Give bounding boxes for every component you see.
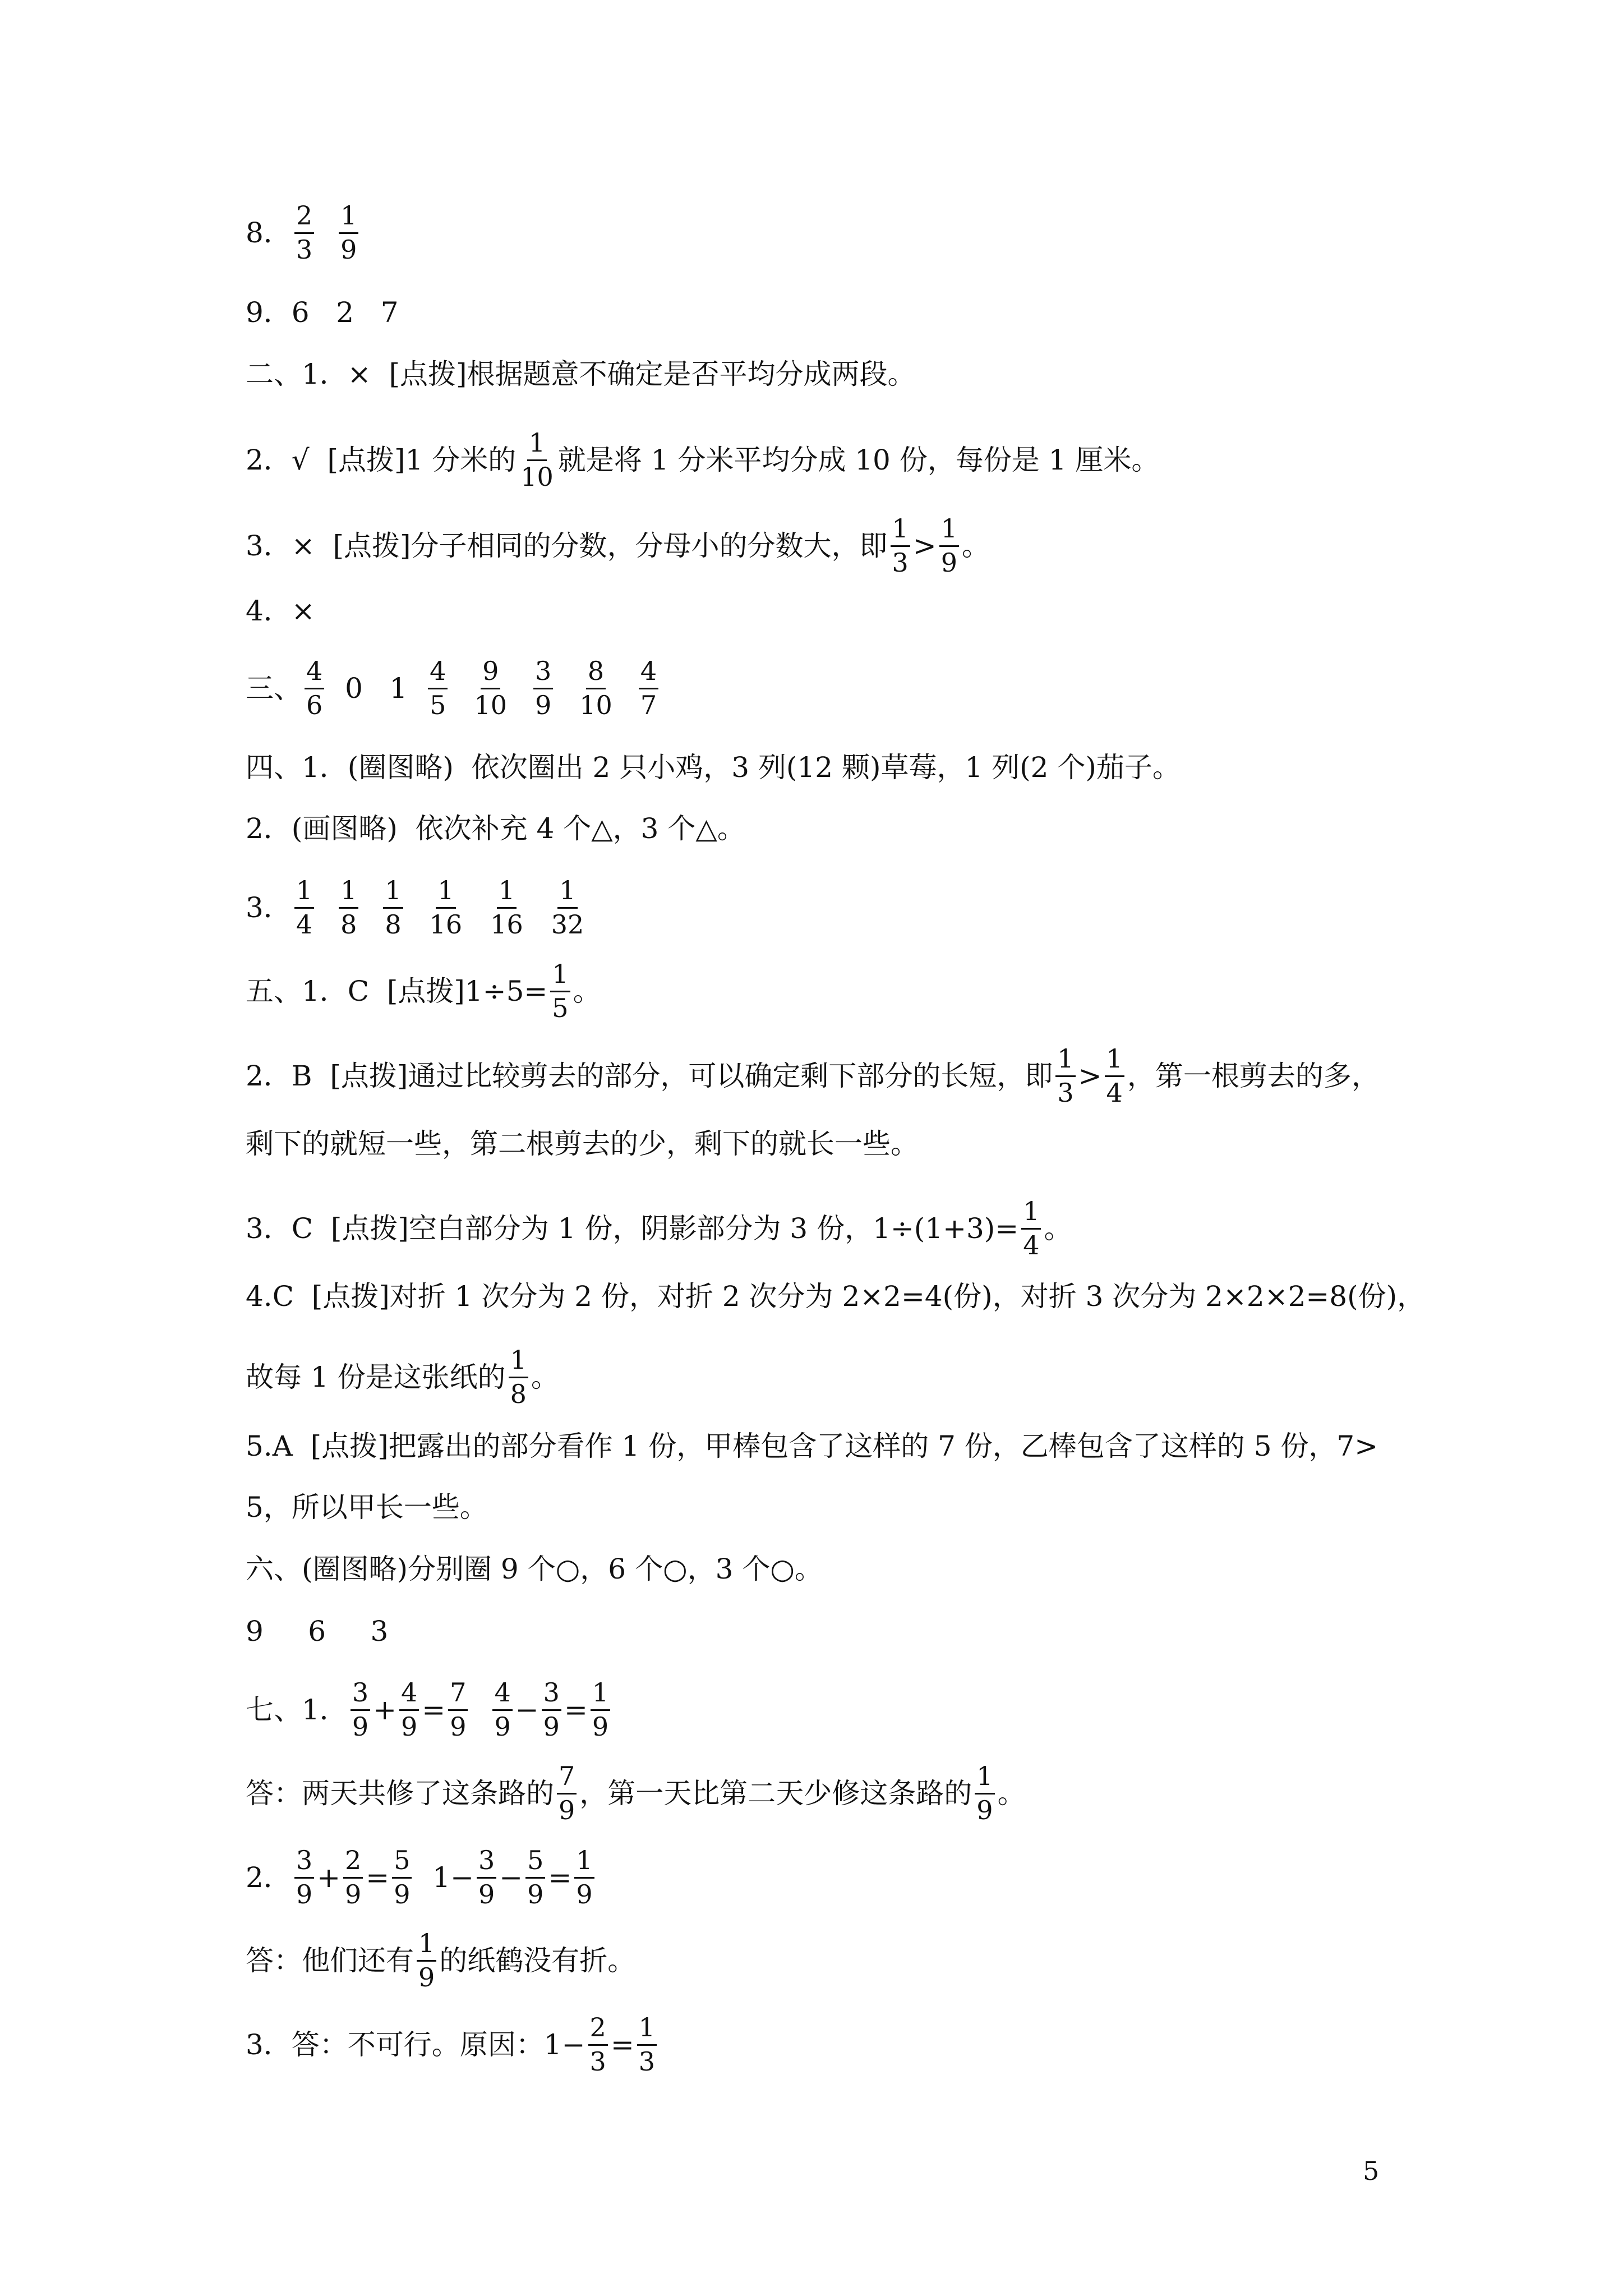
line-text: 剩下的就短一些，第二根剪去的少，剩下的就长一些。 (246, 1128, 919, 1160)
fraction (550, 960, 570, 1022)
fraction (550, 877, 586, 938)
fraction (492, 1679, 512, 1741)
fraction-denominator: 4 (1023, 1230, 1040, 1260)
fraction-numerator: 1 (637, 2014, 657, 2046)
fraction (294, 202, 314, 264)
fraction-numerator: 1 (339, 877, 358, 909)
fraction-denominator: 8 (340, 909, 357, 940)
line-text: 0 1 (327, 672, 426, 705)
fraction (939, 515, 959, 577)
fraction-numerator: 3 (477, 1847, 496, 1879)
fraction-numerator: 1 (497, 877, 517, 909)
answer-line-q6b (246, 1615, 1387, 1648)
line-text: 3． (246, 891, 292, 924)
line-text: 2．√ [点拨]1 分米的 (246, 444, 517, 477)
fraction-numerator: 1 (417, 1930, 436, 1962)
fraction-numerator: 2 (343, 1847, 363, 1879)
fraction (477, 1847, 496, 1908)
fraction (428, 657, 448, 719)
line-text: = (548, 1861, 572, 1894)
answer-line-q4-3 (246, 877, 1387, 938)
fraction-numerator: 1 (939, 515, 959, 547)
fraction (305, 657, 324, 719)
answer-line-q5-3 (246, 1198, 1387, 1259)
page-number: 5 (1363, 2156, 1380, 2186)
fraction (574, 1847, 594, 1908)
line-text: 4．× (246, 595, 315, 627)
line-text: 三、 (246, 672, 302, 705)
fraction-denominator: 9 (543, 1711, 560, 1742)
line-text: ，第一天比第二天少修这条路的 (579, 1777, 972, 1810)
answer-line-q3 (246, 657, 1387, 719)
fraction (588, 2014, 608, 2076)
fraction-denominator: 9 (559, 1795, 575, 1825)
line-text: 5，所以甲长一些。 (246, 1491, 488, 1524)
fraction-numerator: 8 (586, 657, 606, 689)
fraction-denominator: 9 (576, 1879, 593, 1910)
fraction-numerator: 1 (383, 877, 403, 909)
fraction-denominator: 10 (474, 689, 507, 720)
fraction-numerator: 1 (1021, 1198, 1041, 1230)
line-text: 。 (573, 975, 601, 1008)
fraction-denominator: 3 (1057, 1077, 1074, 1108)
fraction-denominator: 16 (429, 909, 463, 940)
fraction-numerator: 1 (1055, 1045, 1075, 1077)
fraction (339, 202, 358, 264)
fraction-denominator: 32 (551, 909, 584, 940)
fraction-numerator: 3 (294, 1847, 314, 1879)
line-text: 1− (414, 1861, 474, 1894)
fraction-numerator: 1 (550, 960, 570, 992)
fraction (542, 1679, 561, 1741)
fraction (472, 657, 509, 719)
fraction-denominator: 9 (527, 1879, 544, 1910)
fraction (343, 1847, 363, 1908)
fraction (294, 1847, 314, 1908)
fraction-numerator: 1 (574, 1847, 594, 1879)
fraction-denominator: 4 (296, 909, 313, 940)
line-text: + (373, 1694, 396, 1727)
line-text: ，第一根剪去的多， (1127, 1060, 1380, 1093)
answer-line-q7-1 (246, 1679, 1387, 1741)
answer-line-q2-2 (246, 429, 1387, 491)
answer-line-q5-4 (246, 1280, 1426, 1313)
line-text: 七、1． (246, 1694, 348, 1727)
line-text: 9 6 3 (246, 1615, 389, 1648)
fraction-denominator: 9 (494, 1711, 511, 1742)
line-text: 3．答：不可行。原因：1− (246, 2028, 585, 2062)
fraction-denominator: 3 (296, 234, 313, 265)
fraction-numerator: 1 (294, 877, 314, 909)
fraction (294, 877, 314, 938)
fraction (519, 429, 555, 491)
answer-line-q1-8 (246, 202, 1387, 264)
answer-line-q7-2a (246, 1930, 1387, 1991)
fraction-denominator: 10 (579, 689, 612, 720)
fraction-denominator: 9 (535, 689, 552, 720)
fraction (488, 877, 525, 938)
fraction-denominator: 9 (340, 234, 357, 265)
fraction (975, 1763, 994, 1824)
fraction-denominator: 4 (1106, 1077, 1123, 1108)
fraction-numerator: 4 (639, 657, 658, 689)
fraction (637, 2014, 657, 2076)
fraction-numerator: 7 (557, 1763, 577, 1795)
fraction-denominator: 3 (638, 2046, 655, 2077)
line-text: 2． (246, 1861, 292, 1894)
fraction-numerator: 1 (891, 515, 910, 547)
fraction-numerator: 5 (392, 1847, 412, 1879)
line-text: 四、1．(圈图略) 依次圈出 2 只小鸡，3 列(12 颗)草莓，1 列(2 个)茄子。 (246, 751, 1181, 784)
answer-line-q4-1 (246, 751, 1387, 784)
answer-line-q5-5 (246, 1432, 1387, 1460)
fraction-numerator: 1 (527, 429, 547, 461)
fraction-numerator: 1 (591, 1679, 610, 1711)
line-text: 。 (531, 1361, 559, 1394)
line-text: − (499, 1861, 523, 1894)
answer-line-q7-2 (246, 1847, 1387, 1908)
fraction-numerator: 4 (428, 657, 448, 689)
fraction-denominator: 16 (490, 909, 523, 940)
fraction-numerator: 1 (557, 877, 577, 909)
fraction-denominator: 9 (352, 1711, 369, 1742)
fraction-denominator: 8 (385, 909, 402, 940)
line-text: 故每 1 份是这张纸的 (246, 1361, 506, 1394)
fraction (383, 877, 403, 938)
line-text: 二、1．× [点拨]根据题意不确定是否平均分成两段。 (246, 358, 916, 390)
line-text: 。 (1044, 1212, 1072, 1245)
line-text: 。 (997, 1777, 1026, 1810)
fraction (351, 1679, 370, 1741)
fraction (448, 1679, 468, 1741)
fraction-denominator: 3 (589, 2046, 606, 2077)
line-text: 8． (246, 217, 292, 250)
fraction-denominator: 3 (892, 547, 909, 578)
fraction-denominator: 9 (418, 1962, 435, 1993)
fraction-denominator: 5 (552, 992, 569, 1023)
fraction (525, 1847, 545, 1908)
answer-line-q2-3 (246, 515, 1387, 577)
line-text: 六、(圈图略)分别圈 9 个○，6 个○，3 个○。 (246, 1553, 823, 1585)
answer-line-q5-1 (246, 960, 1387, 1022)
line-text: = (422, 1694, 446, 1727)
fraction-numerator: 1 (1105, 1045, 1124, 1077)
fraction (1105, 1045, 1124, 1107)
fraction-denominator: 9 (592, 1711, 609, 1742)
fraction (339, 877, 358, 938)
fraction-numerator: 1 (509, 1346, 528, 1378)
fraction-numerator: 1 (436, 877, 455, 909)
answer-line-q2-1 (246, 360, 1387, 388)
fraction-numerator: 7 (448, 1679, 468, 1711)
fraction (578, 657, 614, 719)
fraction-denominator: 10 (520, 461, 554, 492)
line-text: 3．× [点拨]分子相同的分数，分母小的分数大，即 (246, 530, 888, 563)
fraction (399, 1679, 419, 1741)
fraction-numerator: 4 (492, 1679, 512, 1711)
fraction-numerator: 2 (588, 2014, 608, 2046)
line-text: > (1078, 1060, 1102, 1093)
fraction (533, 657, 553, 719)
fraction-numerator: 3 (542, 1679, 561, 1711)
line-text: + (317, 1861, 340, 1894)
fraction-denominator: 9 (401, 1711, 418, 1742)
fraction-numerator: 2 (294, 202, 314, 234)
line-text: > (912, 530, 937, 563)
fraction (1021, 1198, 1041, 1259)
fraction-numerator: 1 (975, 1763, 994, 1795)
answer-line-q5-4b (246, 1346, 1387, 1408)
line-text: = (610, 2028, 634, 2062)
line-text: 9．6 2 7 (246, 296, 399, 329)
answer-line-q6 (246, 1555, 1387, 1583)
answer-line-q4-2 (246, 812, 1387, 845)
fraction (392, 1847, 412, 1908)
fraction-denominator: 6 (306, 689, 323, 720)
fraction (509, 1346, 528, 1408)
fraction-denominator: 9 (976, 1795, 993, 1825)
fraction-numerator: 3 (351, 1679, 370, 1711)
line-text: = (366, 1861, 390, 1894)
fraction-denominator: 9 (450, 1711, 467, 1742)
fraction-denominator: 9 (940, 547, 957, 578)
fraction-numerator: 5 (525, 1847, 545, 1879)
answer-line-q5-5b (246, 1491, 1387, 1524)
line-text: 五、1．C [点拨]1÷5= (246, 975, 548, 1008)
answer-line-q7-3 (246, 2014, 1387, 2076)
answer-line-q7-1a (246, 1763, 1387, 1824)
line-text: = (564, 1694, 588, 1727)
fraction (891, 515, 910, 577)
fraction-numerator: 4 (399, 1679, 419, 1711)
line-text: 的纸鹤没有折。 (439, 1944, 636, 1977)
fraction (428, 877, 464, 938)
line-text: 答：他们还有 (246, 1944, 414, 1977)
fraction (591, 1679, 610, 1741)
line-text: 2．(画图略) 依次补充 4 个△，3 个△。 (246, 812, 745, 845)
fraction (417, 1930, 436, 1991)
fraction-denominator: 8 (510, 1378, 527, 1409)
fraction (639, 657, 658, 719)
answer-line-q1-9 (246, 296, 1387, 329)
fraction-denominator: 9 (345, 1879, 362, 1910)
fraction-denominator: 9 (394, 1879, 411, 1910)
line-text: 答：两天共修了这条路的 (246, 1777, 554, 1810)
fraction-denominator: 7 (640, 689, 657, 720)
fraction-denominator: 9 (296, 1879, 313, 1910)
line-text: − (515, 1694, 539, 1727)
line-text: 4.C [点拨]对折 1 次分为 2 份，对折 2 次分为 2×2=4(份)，对折 3 次分为 2×2×2=8(份)， (246, 1280, 1426, 1313)
fraction (1055, 1045, 1075, 1107)
fraction-numerator: 4 (305, 657, 324, 689)
fraction-numerator: 3 (533, 657, 553, 689)
fraction (557, 1763, 577, 1824)
answer-line-q5-2 (246, 1045, 1387, 1107)
line-text: 就是将 1 分米平均分成 10 份，每份是 1 厘米。 (557, 444, 1160, 477)
fraction-denominator: 9 (478, 1879, 495, 1910)
fraction-numerator: 1 (339, 202, 358, 234)
line-text: 3．C [点拨]空白部分为 1 份，阴影部分为 3 份，1÷(1+3)= (246, 1212, 1019, 1245)
answer-line-q5-2b (246, 1130, 1387, 1158)
line-text: 。 (961, 530, 990, 563)
line-text: 5.A [点拨]把露出的部分看作 1 份，甲棒包含了这样的 7 份，乙棒包含了这样的 5 份，7> (246, 1430, 1378, 1462)
line-text: 2．B [点拨]通过比较剪去的部分，可以确定剩下部分的长短，即 (246, 1060, 1053, 1093)
answer-line-q2-4 (246, 597, 1387, 625)
fraction-denominator: 5 (430, 689, 446, 720)
fraction-numerator: 9 (481, 657, 500, 689)
